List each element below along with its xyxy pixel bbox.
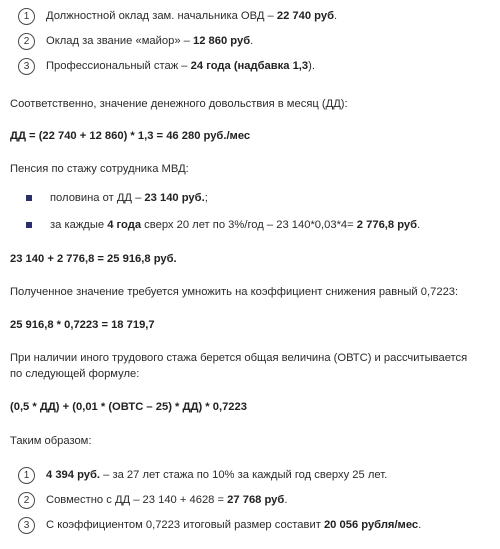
list-item — [18, 515, 421, 535]
formula: 23 140 + 2 776,8 = 25 916,8 руб. — [10, 253, 177, 265]
list-item — [18, 31, 253, 51]
list-item-text: 4 394 руб. – за 27 лет стажа по 10% за каждый год сверху 25 лет. — [46, 469, 388, 481]
number-badge: 2 — [18, 33, 35, 50]
number-badge: 3 — [18, 58, 35, 75]
paragraph: Таким образом: — [10, 435, 92, 447]
square-bullet-icon — [26, 195, 32, 201]
list-item — [18, 490, 287, 510]
number-badge: 1 — [18, 467, 35, 484]
paragraph: Соответственно, значение денежного довольствия в месяц (ДД): — [10, 98, 348, 110]
square-bullet-icon — [26, 222, 32, 228]
list-item-text: Профессиональный стаж – 24 года (надбавка 1,3). — [46, 60, 315, 72]
formula: 25 916,8 * 0,7223 = 18 719,7 — [10, 319, 155, 331]
list-item — [18, 6, 337, 26]
paragraph: Пенсия по стажу сотрудника МВД: — [10, 163, 189, 175]
list-item — [18, 56, 315, 76]
list-item-text: С коэффициентом 0,7223 итоговый размер составит 20 056 рубля/мес. — [46, 519, 422, 531]
formula: (0,5 * ДД) + (0,01 * (ОВТС – 25) * ДД) * 0,7223 — [10, 401, 247, 413]
number-badge: 1 — [18, 8, 35, 25]
bullet-text: за каждые 4 года сверх 20 лет по 3%/год – 23 140*0,03*4= 2 776,8 руб. — [50, 219, 421, 231]
list-item — [18, 465, 387, 485]
list-item-text: Оклад за звание «майор» – 12 860 руб. — [46, 35, 254, 47]
paragraph: по следующей формуле: — [10, 368, 140, 380]
bullet-text: половина от ДД – 23 140 руб.; — [50, 192, 208, 204]
formula: ДД = (22 740 + 12 860) * 1,3 = 46 280 руб./мес — [10, 130, 251, 142]
number-badge: 2 — [18, 492, 35, 509]
paragraph: Полученное значение требуется умножить на коэффициент снижения равный 0,7223: — [10, 286, 459, 298]
number-badge: 3 — [18, 517, 35, 534]
bullet-item — [26, 190, 208, 206]
list-item-text: Должностной оклад зам. начальника ОВД – 22 740 руб. — [46, 10, 338, 22]
paragraph: При наличии иного трудового стажа берется общая величина (ОВТС) и рассчитывается — [10, 352, 468, 364]
bullet-item — [26, 217, 420, 233]
list-item-text: Совместно с ДД – 23 140 + 4628 = 27 768 руб. — [46, 494, 288, 506]
